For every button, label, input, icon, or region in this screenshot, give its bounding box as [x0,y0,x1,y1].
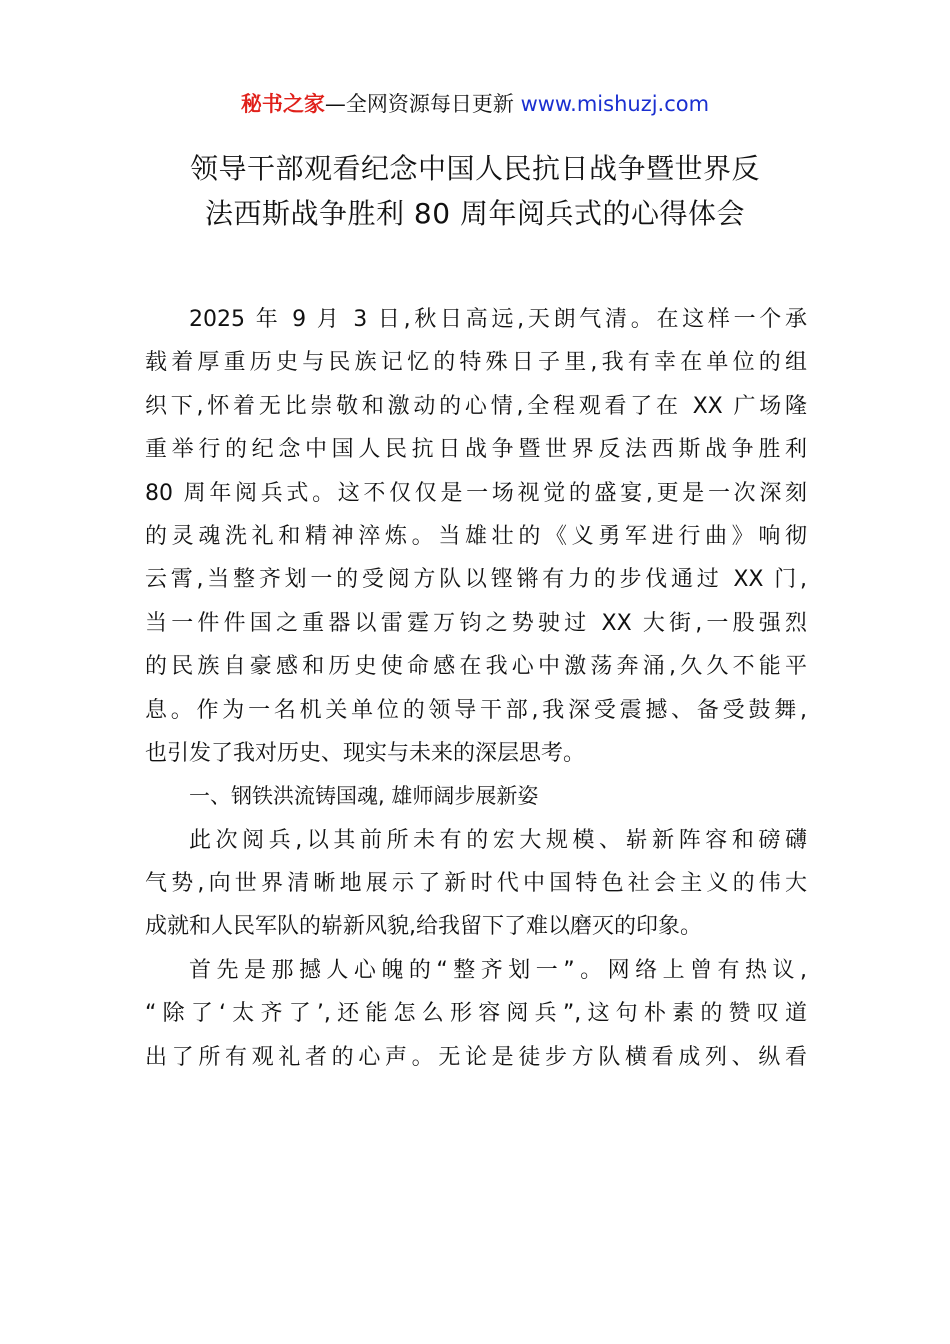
text-line: 当一件件国之重器以雷霆万钧之势驶过 XX 大街,一股强烈 [145,610,807,636]
text-line: 气势,向世界清晰地展示了新时代中国特色社会主义的伟大 [145,871,807,897]
text-line: 重举行的纪念中国人民抗日战争暨世界反法西斯战争胜利 [145,437,807,463]
section-heading: 一、钢铁洪流铸国魂, 雄师阔步展新姿 [189,784,539,809]
site-header [0,88,950,120]
text-line: “除了‘太齐了’,还能怎么形容阅兵”,这句朴素的赞叹道 [145,1001,807,1027]
text-line: 80 周年阅兵式。这不仅仅是一场视觉的盛宴,更是一次深刻 [145,480,807,506]
text-line: 织下,怀着无比崇敬和激动的心情,全程观看了在 XX 广场隆 [145,393,807,419]
site-url-link[interactable]: www.mishuzj.com [520,92,710,116]
text-line: 也引发了我对历史、现实与未来的深层思考。 [145,740,586,766]
brand-name: 秘书之家 [240,92,325,116]
document-title [0,146,950,236]
text-line: 云霄,当整齐划一的受阅方队以铿锵有力的步伐通过 XX 门, [145,567,807,593]
title-line-2: 法西斯战争胜利 80 周年阅兵式的心得体会 [205,197,745,230]
text-line: 2025 年 9 月 3 日,秋日高远,天朗气清。在这样一个承 [189,307,807,332]
header-tagline: —全网资源每日更新 [324,92,521,116]
text-line: 息。作为一名机关单位的领导干部,我深受震撼、备受鼓舞, [145,697,807,723]
document-body [145,298,807,1079]
text-line: 首先是那撼人心魄的“整齐划一”。网络上曾有热议, [189,957,807,983]
text-line: 的灵魂洗礼和精神淬炼。当雄壮的《义勇军进行曲》响彻 [145,523,807,549]
text-line: 出了所有观礼者的心声。无论是徒步方队横看成列、纵看 [145,1044,807,1070]
paragraph-intro [145,298,807,775]
text-line: 载着厚重历史与民族记忆的特殊日子里,我有幸在单位的组 [145,350,807,376]
paragraph-uniformity [145,949,807,1079]
text-line: 此次阅兵,以其前所未有的宏大规模、崭新阵容和磅礴 [189,827,807,853]
text-line: 成就和人民军队的崭新风貌,给我留下了难以磨灭的印象。 [145,914,702,940]
title-line-1: 领导干部观看纪念中国人民抗日战争暨世界反 [189,152,760,185]
paragraph-overview [145,819,807,949]
text-line: 的民族自豪感和历史使命感在我心中激荡奔涌,久久不能平 [145,654,807,680]
